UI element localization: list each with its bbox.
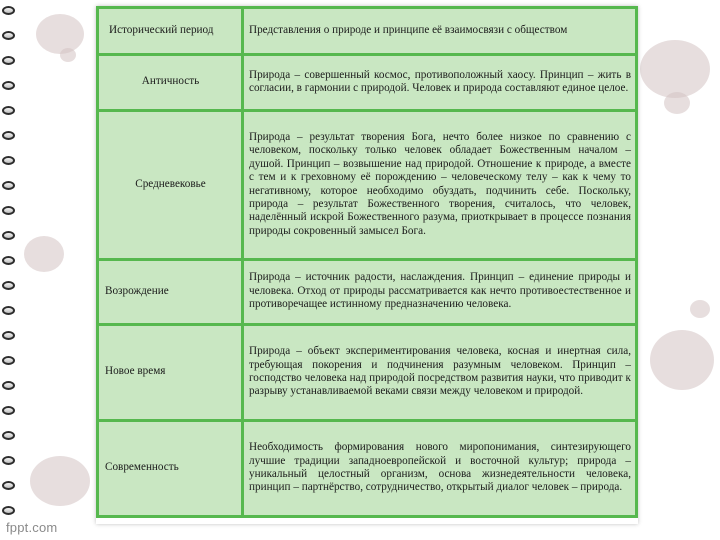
- binding-ring-icon: [2, 131, 15, 140]
- binding-ring-icon: [2, 431, 15, 440]
- table-row: [98, 260, 637, 325]
- period-cell: Новое время: [98, 325, 243, 421]
- splatter-decoration: [650, 330, 714, 390]
- period-cell: Античность: [98, 55, 243, 111]
- binding-ring-icon: [2, 56, 15, 65]
- description-cell: Природа – результат творения Бога, нечто более низкое по сравнению с человеком, поскольку только человек обладает Божественным началом – душой. Принцип – возвышение над природой. Отношение к природе, а вместе с тем и к греховному её порождению – человеческому телу – как к чему то негативному, которое необходимо обуздать, подчинить себе. Поскольку, природа – результат Божественного творения, считалось, что человек, наделённый искрой Божественного разума, приоткрывает в процессе познания природы сокровенный замысел Бога.: [243, 111, 637, 260]
- description-cell: Природа – объект экспериментирования человека, косная и инертная сила, требующая покорения и подчинения разумным человеком. Принцип – господство человека над природой посредством развития науки, что приводит к разрыву устанавливаемой веками связи между человеком и природой.: [243, 325, 637, 421]
- binding-ring-icon: [2, 506, 15, 515]
- binding-ring-icon: [2, 81, 15, 90]
- binding-ring-icon: [2, 281, 15, 290]
- description-cell: Природа – совершенный космос, противоположный хаосу. Принцип – жить в согласии, в гармонии с природой. Человек и природа составляют единое целое.: [243, 55, 637, 111]
- binding-ring-icon: [2, 356, 15, 365]
- binding-ring-icon: [2, 206, 15, 215]
- watermark-text: fppt.com: [6, 520, 58, 535]
- description-cell: Необходимость формирования нового миропонимания, синтезирующего лучшие традиции западноевропейской и восточной культур; природа – уникальный целостный организм, основа жизнедеятельности человека, принцип – партнёрство, сотрудничество, открытый диалог человек – природа.: [243, 421, 637, 517]
- splatter-decoration: [640, 40, 710, 98]
- binding-ring-icon: [2, 231, 15, 240]
- period-cell: Современность: [98, 421, 243, 517]
- binding-ring-icon: [2, 31, 15, 40]
- period-cell: Возрождение: [98, 260, 243, 325]
- spiral-binding: [0, 0, 20, 540]
- binding-ring-icon: [2, 456, 15, 465]
- splatter-decoration: [664, 92, 690, 114]
- header-period-cell: Исторический период: [98, 8, 243, 55]
- binding-ring-icon: [2, 331, 15, 340]
- binding-ring-icon: [2, 256, 15, 265]
- splatter-decoration: [36, 14, 84, 54]
- binding-ring-icon: [2, 481, 15, 490]
- splatter-decoration: [60, 48, 76, 62]
- period-cell: Средневековье: [98, 111, 243, 260]
- binding-ring-icon: [2, 306, 15, 315]
- header-ideas-cell: Представления о природе и принципе её взаимосвязи с обществом: [243, 8, 637, 55]
- splatter-decoration: [690, 300, 710, 318]
- binding-ring-icon: [2, 406, 15, 415]
- binding-ring-icon: [2, 6, 15, 15]
- slide-panel: [96, 6, 638, 524]
- table-row: [98, 111, 637, 260]
- binding-ring-icon: [2, 381, 15, 390]
- table-row: [98, 55, 637, 111]
- table-row: [98, 421, 637, 517]
- table-row: [98, 325, 637, 421]
- description-cell: Природа – источник радости, наслаждения. Принцип – единение природы и человека. Отход от природы рассматривается как нечто противоестественное и противоречащее истинному предназначению человека.: [243, 260, 637, 325]
- splatter-decoration: [24, 236, 64, 272]
- comparison-table: [96, 6, 638, 518]
- binding-ring-icon: [2, 106, 15, 115]
- binding-ring-icon: [2, 181, 15, 190]
- table-header-row: [98, 8, 637, 55]
- splatter-decoration: [30, 456, 90, 506]
- binding-ring-icon: [2, 156, 15, 165]
